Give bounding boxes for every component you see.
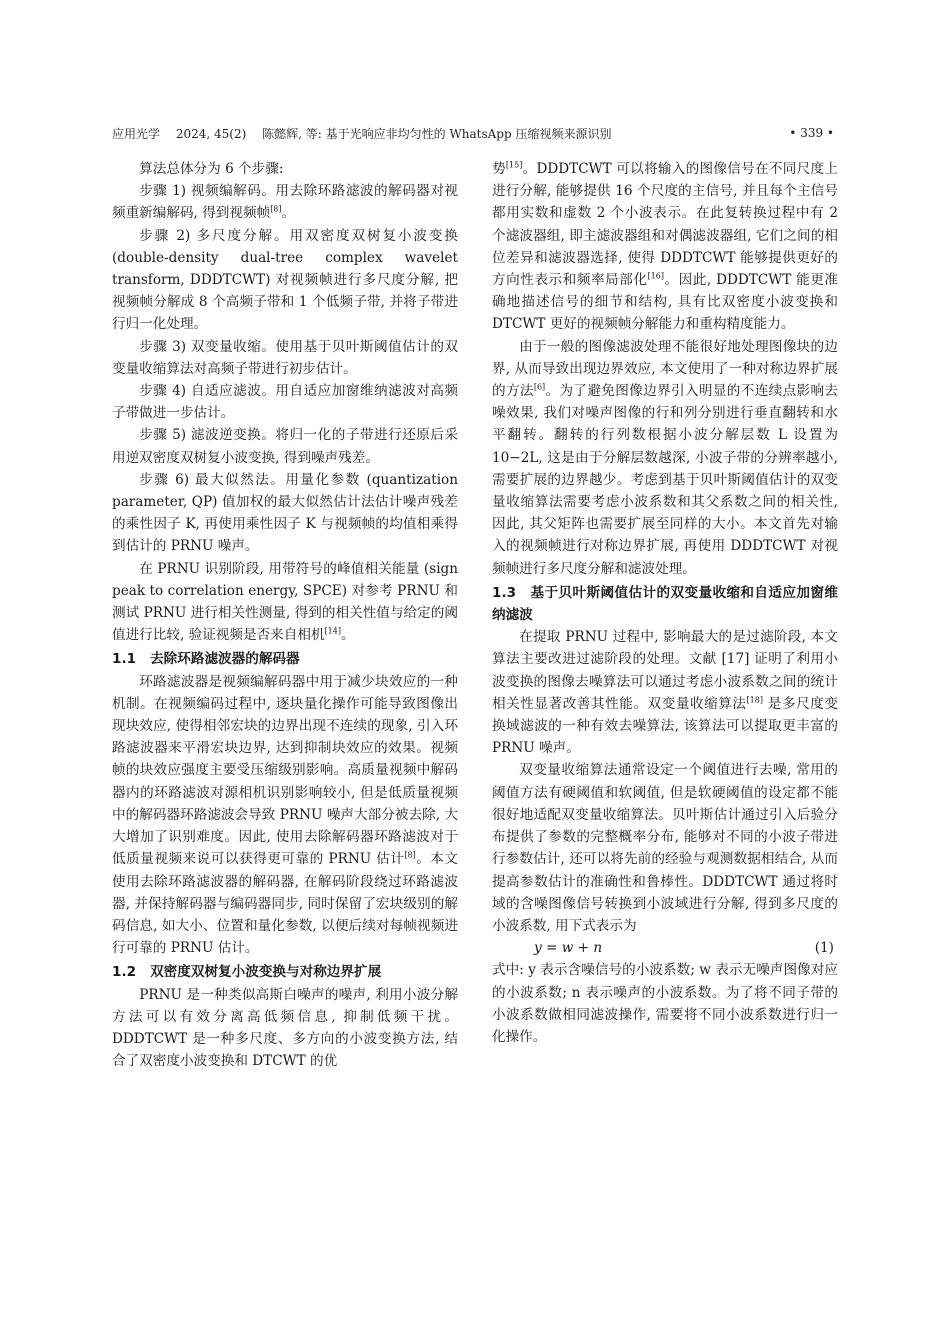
paragraph-1-1: 环路滤波器是视频编解码器中用于减少块效应的一种机制。在视频编码过程中, 逐块量化操作可能导致图像出现块效应, 使得相邻宏块的边界出现不连续的现象, 引入环路滤波器来平滑宏块边界, 达到抑制块效应的效果。视频帧的块效应强度主要受压缩级别影响。高质量视频中解码器内的环路滤波对源相机识别影响较小, 但是低质量视频中的解码器环路滤波会导致 PRNU 噪声大部分被去除, 大大增加了识别难度。因此, 使用去除解码器环路滤波对于低质量视频来说可以获得更可靠的 PRNU 估计[8]。本文使用去除环路滤波器的解码器, 在解码阶段绕过环路滤波器, 并保持解码器与编码器同步, 同时保留了宏块级别的解码信息, 如大小、位置和量化参数, 以便后续对每帧视频进行可靠的 PRNU 估计。 <box>112 673 459 957</box>
equation-number: (1) <box>814 940 834 957</box>
right-column <box>492 158 838 1048</box>
header-left <box>112 125 623 142</box>
section-heading-1-2: 1.2 双密度双树复小波变换与对称边界扩展 <box>112 964 382 981</box>
citation: [8] <box>404 850 416 860</box>
citation: [18] <box>746 695 763 705</box>
section-heading-1-3: 1.3 基于贝叶斯阈值估计的双变量收缩和自适应加窗维纳滤波 <box>492 584 838 624</box>
issue-info: 2024, 45(2) <box>175 126 247 141</box>
equation-1 <box>492 937 838 959</box>
citation: [14] <box>324 626 341 636</box>
step-5: 步骤 5) 滤波逆变换。将归一化的子带进行还原后采用逆双密度双树复小波变换, 得到噪声残差。 <box>112 427 458 466</box>
citation: [16] <box>647 271 664 281</box>
authors-title: 陈懿辉, 等: 基于光响应非均匀性的 WhatsApp 压缩视频来源识别 <box>262 126 612 141</box>
step-1: 步骤 1) 视频编解码。用去除环路滤波的解码器对视频重新编解码, 得到视频帧[8]。 <box>112 183 458 222</box>
paragraph: 算法总体分为 6 个步骤: <box>139 161 284 177</box>
paragraph-bayes: 双变量收缩算法通常设定一个阈值进行去噪, 常用的阈值方法有硬阈值和软阈值, 但是软硬阈值的设定都不能很好地适配双变量收缩算法。贝叶斯估计通过引入后验分布提供了参数的完整概率分布, 能够对不同的小波子带进行参数估计, 还可以将先前的经验与观测数据相结合, 从而提高参数估计的准确性和鲁棒性。DDDTCWT 通过将时域的含噪图像信号转换到小波域进行分解, 得到多尺度的小波系数, 用下式表示为 <box>492 762 838 934</box>
citation: [6] <box>533 382 546 392</box>
left-column <box>112 158 458 1072</box>
step-3: 步骤 3) 双变量收缩。使用基于贝叶斯阈值估计的双变量收缩算法对高频子带进行初步估计。 <box>112 338 458 377</box>
equation: y = w + n <box>534 940 603 957</box>
step-4: 步骤 4) 自适应滤波。用自适应加窗维纳滤波对高频子带做进一步估计。 <box>112 383 458 422</box>
paragraph-dddtcwt: 势[15]。DDDTCWT 可以将输入的图像信号在不同尺度上进行分解, 能够提供 16 个尺度的主信号, 并且每个主信号都用实数和虚数 2 个小波表示。在此复转换过程中有 2 个滤波器组, 即主滤波器组和对偶滤波器组, 它们之间的相位差异和滤波器选择, 使得 DDDTCWT 能够提供更好的方向性表示和频率局部化[16]。因此, DDDTCWT 能更准确地描述信号的细节和结构, 具有比双密度小波变换和 DTCWT 更好的视频帧分解能力和重构精度能力。 <box>492 160 839 333</box>
page-number: • 339 • <box>789 126 834 140</box>
step-6: 步骤 6) 最大似然法。用量化参数 (quantization parameter, QP) 值加权的最大似然估计法估计噪声残差的乘性因子 K, 再使用乘性因子 K 与视频帧的均值相乘得到估计的 PRNU 噪声。 <box>112 471 458 555</box>
step-2: 步骤 2) 多尺度分解。用双密度双树复小波变换 (double-density dual-tree complex wavelet transform, DDDTCWT) 对视频帧进行多尺度分解, 把视频帧分解成 8 个高频子带和 1 个低频子带, 并将子带进行归一化处理。 <box>112 227 458 333</box>
paragraph-1-2: PRNU 是一种类似高斯白噪声的噪声, 利用小波分解方法可以有效分离高低频信息, 抑制低频干扰。DDDTCWT 是一种多尺度、多方向的小波变换方法, 结合了双密度小波变换和 DTCWT 的优 <box>112 986 458 1070</box>
paragraph-boundary: 由于一般的图像滤波处理不能很好地处理图像块的边界, 从而导致出现边界效应, 本文使用了一种对称边界扩展的方法[6]。为了避免图像边界引入明显的不连续点影响去噪效果, 我们对噪声图像的行和列分别进行垂直翻转和水平翻转。翻转的行列数根据小波分解层数 L 设置为 10−2L, 这是由于分解层数越深, 小波子带的分辨率越小, 需要扩展的边界越少。考虑到基于贝叶斯阈值估计的双变量收缩算法需要考虑小波系数和其父系数之间的相关性, 因此, 其父矩阵也需要扩展至同样的大小。本文首先对输入的视频帧进行对称边界扩展, 再使用 DDDTCWT 对视频帧进行多尺度分解和滤波处理。 <box>492 338 839 577</box>
journal-name: 应用光学 <box>112 126 161 141</box>
paragraph-1-3: 在提取 PRNU 过程中, 影响最大的是过滤阶段, 本文算法主要改进过滤阶段的处理。文献 [17] 证明了利用小波变换的图像去噪算法可以通过考虑小波系数之间的统计相关性显著改善其性能。双变量收缩算法[18] 是多尺度变换域滤波的一种有效去噪算法, 该算法可以提取更丰富的 PRNU 噪声。 <box>492 629 838 757</box>
citation: [15] <box>505 160 523 170</box>
paragraph-spce: 在 PRNU 识别阶段, 用带符号的峰值相关能量 (sign peak to correlation energy, SPCE) 对参考 PRNU 和测试 PRNU 进行相关性测量, 得到的相关性值与给定的阈值进行比较, 验证视频是否来自相机[14]。 <box>112 560 458 644</box>
running-header <box>112 122 834 144</box>
paragraph-where: 式中: y 表示含噪信号的小波系数; w 表示无噪声图像对应的小波系数; n 表示噪声的小波系数。为了将不同子带的小波系数做相同滤波操作, 需要将不同小波系数进行归一化操作。 <box>492 962 838 1045</box>
citation: [8] <box>270 204 282 214</box>
section-heading-1-1: 1.1 去除环路滤波器的解码器 <box>112 651 300 668</box>
